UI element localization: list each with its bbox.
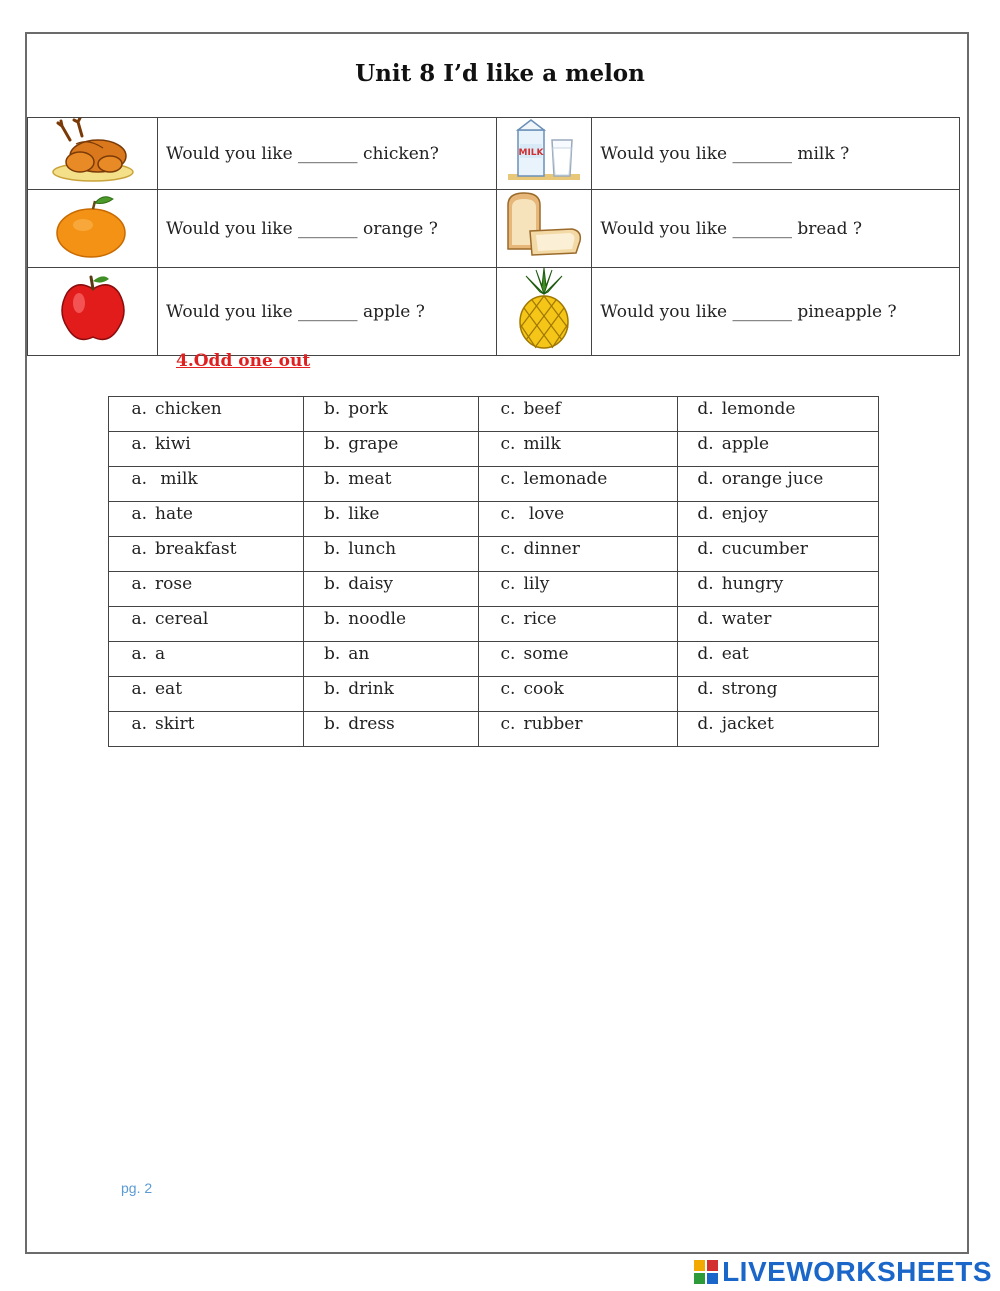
bread-icon	[502, 191, 586, 261]
table-row	[109, 397, 879, 432]
table-row	[109, 642, 879, 677]
option-cell[interactable]: c. cook	[479, 677, 677, 712]
option-cell[interactable]: a. kiwi	[109, 432, 304, 467]
table-row	[109, 712, 879, 747]
option-cell[interactable]: d. enjoy	[677, 502, 878, 537]
option-cell[interactable]: c. lily	[479, 572, 677, 607]
chicken-image-cell	[28, 118, 158, 190]
brand-name: LIVEWORKSHEETS	[722, 1256, 992, 1287]
option-cell[interactable]: b. noodle	[304, 607, 479, 642]
table-row	[109, 572, 879, 607]
logo-blocks-icon	[694, 1260, 718, 1284]
page-title: Unit 8 I’d like a melon	[355, 60, 645, 87]
odd-one-out-table	[108, 396, 879, 747]
option-cell[interactable]: d. hungry	[677, 572, 878, 607]
table-row	[109, 467, 879, 502]
option-cell[interactable]: d. apple	[677, 432, 878, 467]
milk-image-cell	[497, 118, 592, 190]
option-cell[interactable]: d. strong	[677, 677, 878, 712]
option-cell[interactable]: b. dress	[304, 712, 479, 747]
question-text-orange: Would you like _______ orange ?	[158, 190, 497, 268]
option-cell[interactable]: a. cereal	[109, 607, 304, 642]
table-row	[109, 537, 879, 572]
question-text-apple: Would you like _______ apple ?	[158, 268, 497, 356]
liveworksheets-logo[interactable]	[694, 1256, 992, 1288]
chicken-icon	[48, 118, 138, 184]
option-cell[interactable]: b. pork	[304, 397, 479, 432]
table-row	[109, 607, 879, 642]
option-cell[interactable]: b. daisy	[304, 572, 479, 607]
option-cell[interactable]: a. a	[109, 642, 304, 677]
table-row	[109, 502, 879, 537]
option-cell[interactable]: a. milk	[109, 467, 304, 502]
table-row	[109, 432, 879, 467]
option-cell[interactable]: d. lemonde	[677, 397, 878, 432]
question-table	[27, 117, 960, 356]
option-cell[interactable]: d. water	[677, 607, 878, 642]
page-number: pg. 2	[121, 1180, 153, 1196]
option-cell[interactable]: b. an	[304, 642, 479, 677]
option-cell[interactable]: c. rubber	[479, 712, 677, 747]
option-cell[interactable]: b. meat	[304, 467, 479, 502]
apple-icon	[55, 271, 131, 347]
orange-image-cell	[28, 190, 158, 268]
question-text-bread: Would you like _______ bread ?	[592, 190, 960, 268]
question-text-pineapple: Would you like _______ pineapple ?	[592, 268, 960, 356]
option-cell[interactable]: b. grape	[304, 432, 479, 467]
table-row	[109, 677, 879, 712]
option-cell[interactable]: b. drink	[304, 677, 479, 712]
option-cell[interactable]: b. lunch	[304, 537, 479, 572]
option-cell[interactable]: b. like	[304, 502, 479, 537]
option-cell[interactable]: c. dinner	[479, 537, 677, 572]
option-cell[interactable]: a. breakfast	[109, 537, 304, 572]
question-text-chicken: Would you like _______ chicken?	[158, 118, 497, 190]
milk-icon	[504, 118, 584, 184]
option-cell[interactable]: d. eat	[677, 642, 878, 677]
option-cell[interactable]: d. orange juce	[677, 467, 878, 502]
orange-icon	[53, 191, 133, 261]
option-cell[interactable]: a. chicken	[109, 397, 304, 432]
option-cell[interactable]: c. rice	[479, 607, 677, 642]
apple-image-cell	[28, 268, 158, 356]
pineapple-image-cell	[497, 268, 592, 356]
option-cell[interactable]: a. rose	[109, 572, 304, 607]
option-cell[interactable]: d. cucumber	[677, 537, 878, 572]
section-title: 4.Odd one out	[176, 351, 311, 371]
milk-carton-label: MILK	[518, 148, 544, 158]
option-cell[interactable]: c. lemonade	[479, 467, 677, 502]
option-cell[interactable]: c. love	[479, 502, 677, 537]
option-cell[interactable]: c. some	[479, 642, 677, 677]
option-cell[interactable]: c. beef	[479, 397, 677, 432]
question-text-milk: Would you like _______ milk ?	[592, 118, 960, 190]
option-cell[interactable]: a. eat	[109, 677, 304, 712]
option-cell[interactable]: a. skirt	[109, 712, 304, 747]
option-cell[interactable]: c. milk	[479, 432, 677, 467]
bread-image-cell	[497, 190, 592, 268]
option-cell[interactable]: a. hate	[109, 502, 304, 537]
pineapple-icon	[512, 268, 576, 350]
option-cell[interactable]: d. jacket	[677, 712, 878, 747]
